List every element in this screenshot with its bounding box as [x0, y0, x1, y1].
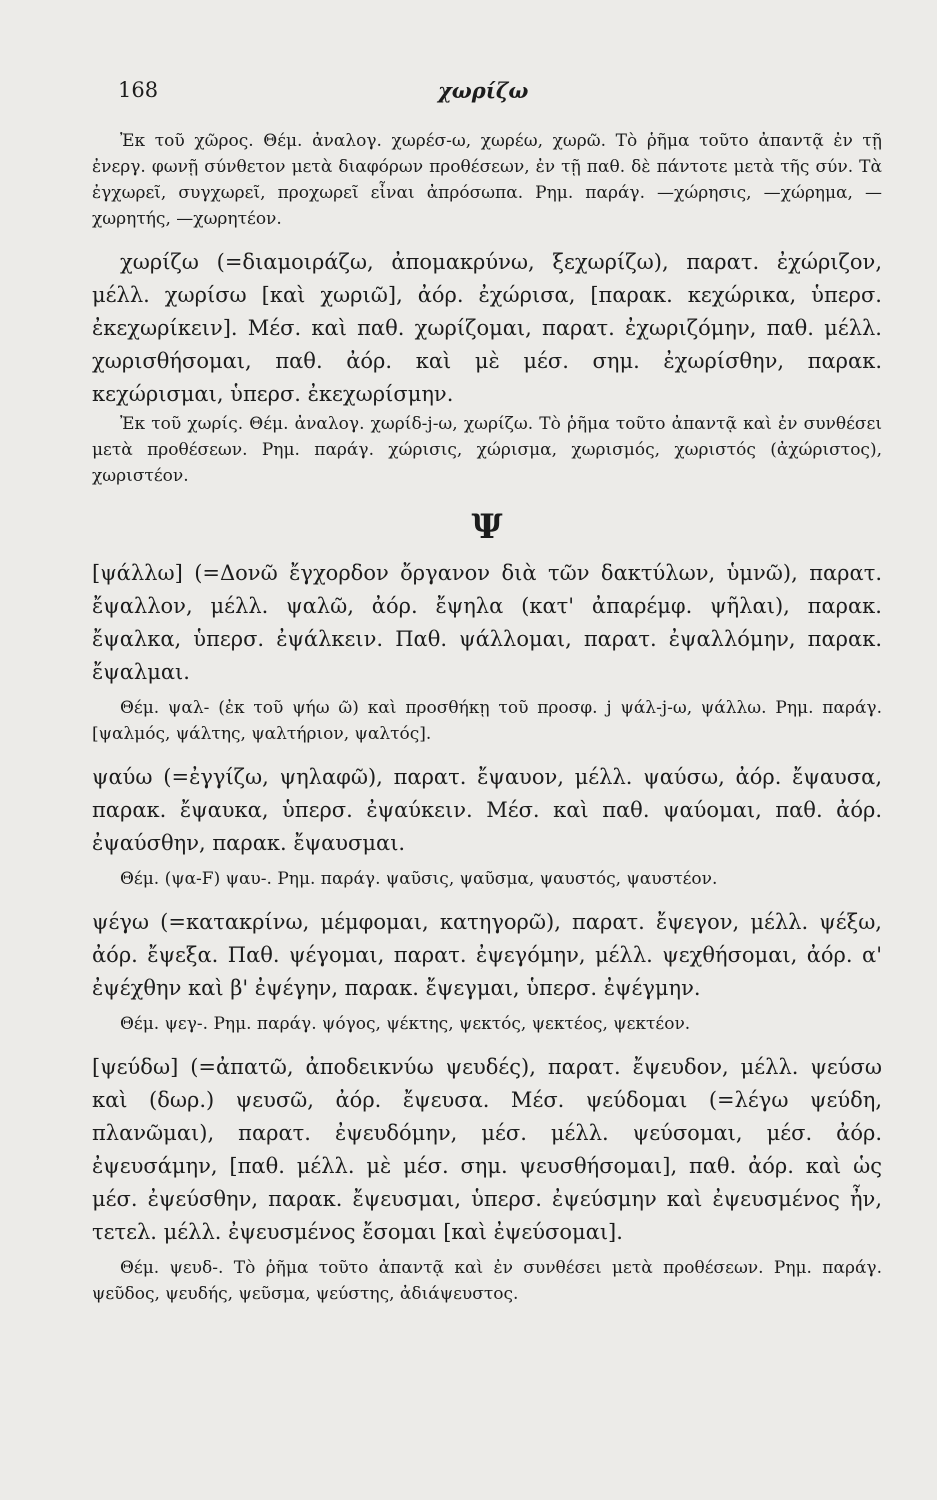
headword-paragraph: χωρίζω (=διαμοιράζω, ἀπομακρύνω, ξεχωρίζω), παρατ. ἐχώριζον, μέλλ. χωρίσω [καὶ χωριῶ], ἀόρ. ἐχώρισα, [παρακ. κεχώρικα, ὑπερσ. ἐκεχωρίκειν]. Μέσ. καὶ παθ. χωρίζομαι, παρατ. ἐχωριζόμην, παθ. μέλλ. χωρισθήσομαι, παθ. ἀόρ. καὶ μὲ μέσ. σημ. ἐχωρίσθην, παρακ. κεχώρισμαι, ὑπερσ. ἐκεχωρίσμην. [92, 250, 882, 406]
headword-paragraph: [ψεύδω] (=ἀπατῶ, ἀποδεικνύω ψευδές), παρατ. ἔψευδον, μέλλ. ψεύσω καὶ (δωρ.) ψευσῶ, ἀόρ. ἔψευσα. Μέσ. ψεύδομαι (=λέγω ψεύδη, πλανῶμαι), παρατ. ἐψευδόμην, μέσ. μέλλ. ψεύσομαι, μέσ. ἀόρ. ἐψευσάμην, [παθ. μέλλ. μὲ μέσ. σημ. ψευσθήσομαι], παθ. ἀόρ. καὶ ὡς μέσ. ἐψεύσθην, παρακ. ἔψευσμαι, ὑπερσ. ἐψεύσμην καὶ ἐψευσμένος ἦν, τετελ. μέλλ. ἐψευσμένος ἔσομαι [καὶ ἐψεύσομαι]. [92, 1055, 882, 1244]
entry-psallo [92, 557, 882, 747]
etymology-paragraph: Θέμ. ψεγ-. Ρημ. παράγ. ψόγος, ψέκτης, ψεκτός, ψεκτέος, ψεκτέον. [120, 1014, 691, 1034]
entry-pseudo [92, 1051, 882, 1307]
etymology-paragraph: Θέμ. ψαλ- (ἐκ τοῦ ψήω ῶ) καὶ προσθήκῃ τοῦ προσφ. j ψάλ-j-ω, ψάλλω. Ρημ. παράγ. [ψαλμός, ψάλτης, ψαλτήριον, ψαλτός]. [92, 698, 882, 744]
section-letter: Ψ [471, 507, 503, 547]
page-number: 168 [118, 78, 159, 102]
headword-paragraph: [ψάλλω] (=Δονῶ ἔγχορδον ὄργανον διὰ τῶν δακτύλων, ὑμνῶ), παρατ. ἔψαλλον, μέλλ. ψαλῶ, ἀόρ. ἔψηλα (κατ' ἀπαρέμφ. ψῆλαι), παρακ. ἔψαλκα, ὑπερσ. ἐψάλκειν. Παθ. ψάλλομαι, παρατ. ἐψαλλόμην, παρακ. ἔψαλμαι. [92, 561, 882, 684]
entries-column [92, 128, 882, 1313]
entry-chorizo [92, 246, 882, 489]
page-header [118, 78, 867, 108]
entry-psego [92, 906, 882, 1037]
headword-paragraph: ψαύω (=ἐγγίζω, ψηλαφῶ), παρατ. ἔψαυον, μέλλ. ψαύσω, ἀόρ. ἔψαυσα, παρακ. ἔψαυκα, ὑπερσ. ἐψαύκειν. Μέσ. καὶ παθ. ψαύομαι, παθ. ἀόρ. ἐψαύσθην, παρακ. ἔψαυσμαι. [92, 765, 882, 855]
etymology-paragraph: Ἐκ τοῦ χῶρος. Θέμ. ἀναλογ. χωρέσ-ω, χωρέω, χωρῶ. Τὸ ῥῆμα τοῦτο ἀπαντᾷ ἐν τῇ ἐνεργ. φωνῇ σύνθετον μετὰ διαφόρων προθέσεων, ἐν τῇ παθ. δὲ πάντοτε μετὰ τῆς σύν. Τὰ ἐγχωρεῖ, συγχωρεῖ, προχωρεῖ εἶναι ἀπρόσωπα. Ρημ. παράγ. —χώρησις, —χώρημα, —χωρητής, —χωρητέον. [92, 131, 882, 229]
running-head: χωρίζω [438, 78, 529, 103]
headword-paragraph: ψέγω (=κατακρίνω, μέμφομαι, κατηγορῶ), παρατ. ἔψεγον, μέλλ. ψέξω, ἀόρ. ἔψεξα. Παθ. ψέγομαι, παρατ. ἐψεγόμην, μέλλ. ψεχθήσομαι, ἀόρ. α' ἐψέχθην καὶ β' ἐψέγην, παρακ. ἔψεγμαι, ὑπερσ. ἐψέγμην. [92, 910, 882, 1000]
etymology-paragraph: Θέμ. ψευδ-. Τὸ ῥῆμα τοῦτο ἀπαντᾷ καὶ ἐν συνθέσει μετὰ προθέσεων. Ρημ. παράγ. ψεῦδος, ψευδής, ψεῦσμα, ψεύστης, ἀδιάψευστος. [92, 1258, 882, 1304]
entry-psauo [92, 761, 882, 892]
etymology-paragraph: Θέμ. (ψα-F) ψαυ-. Ρημ. παράγ. ψαῦσις, ψαῦσμα, ψαυστός, ψαυστέον. [120, 869, 718, 889]
etymology-paragraph: Ἐκ τοῦ χωρίς. Θέμ. ἀναλογ. χωρίδ-j-ω, χωρίζω. Τὸ ῥῆμα τοῦτο ἀπαντᾷ καὶ ἐν συνθέσει μετὰ προθέσεων. Ρημ. παράγ. χώρισις, χώρισμα, χωρισμός, χωριστός (ἀχώριστος), χωριστέον. [92, 414, 882, 486]
entry-choreo [92, 128, 882, 232]
